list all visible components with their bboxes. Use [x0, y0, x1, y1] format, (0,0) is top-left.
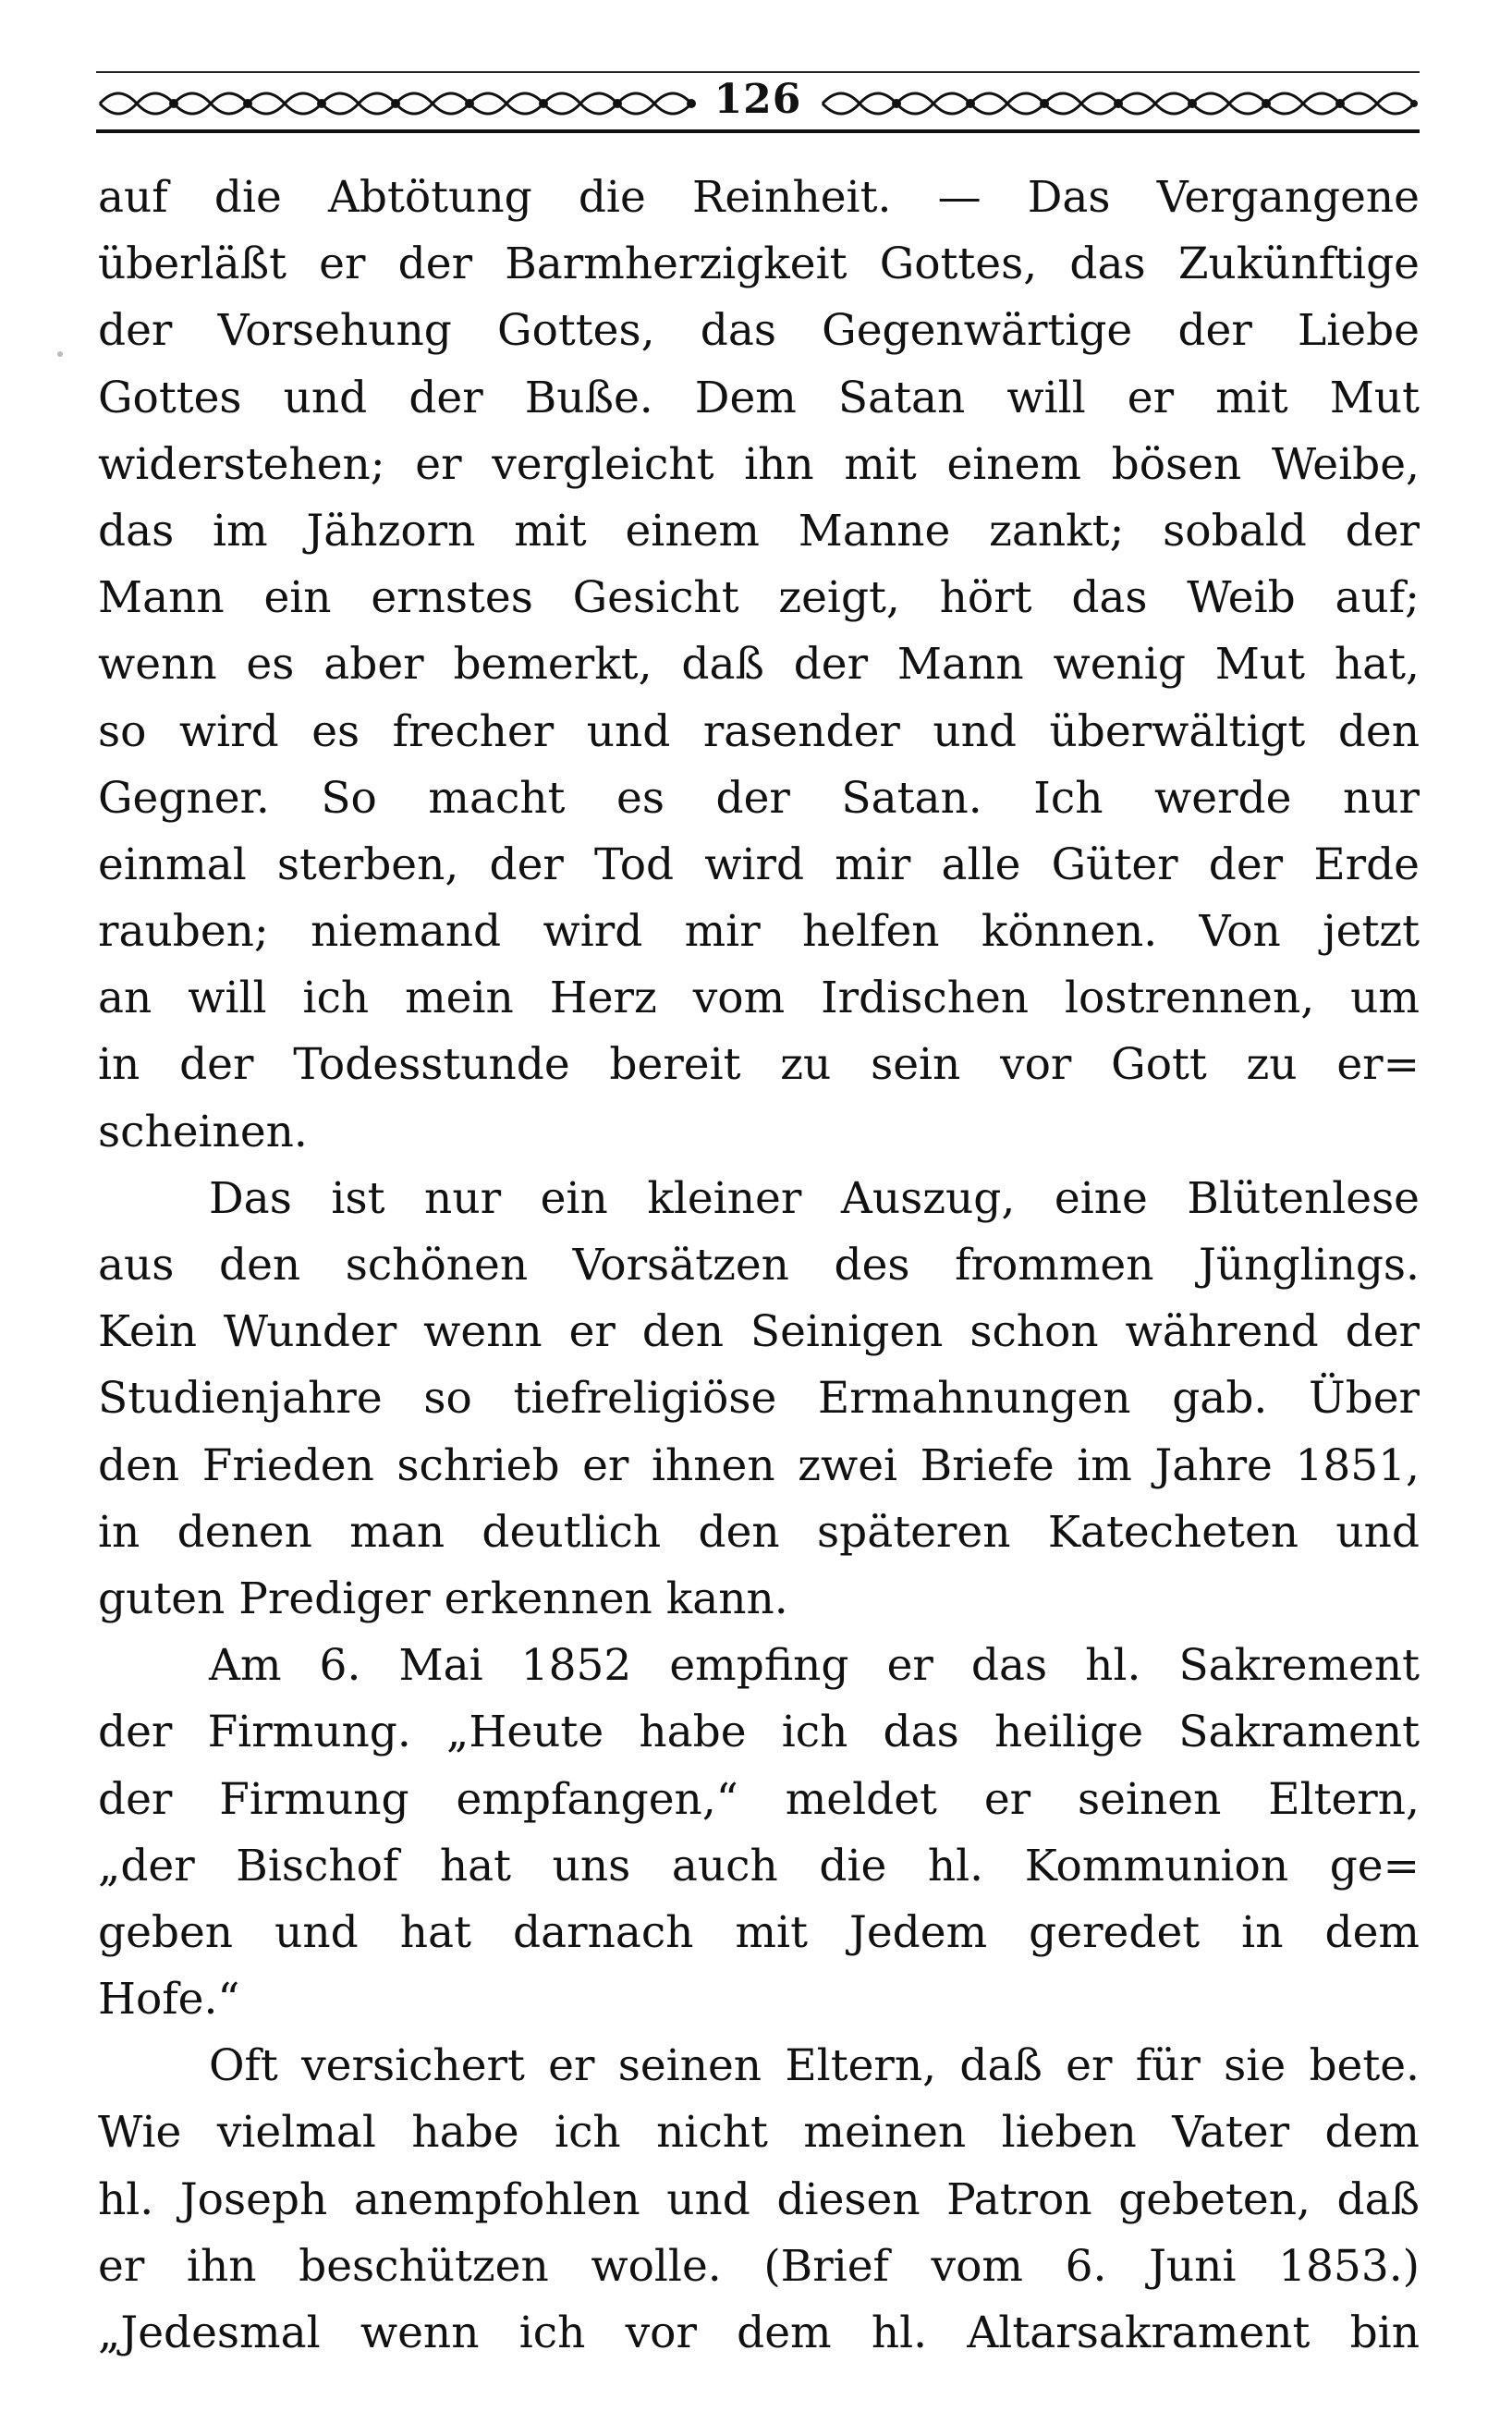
text-line: widerstehen; er vergleicht ihn mit einem bösen Weibe,: [98, 438, 1420, 490]
text-line: der Firmung. „Heute habe ich das heilige Sakrament: [98, 1707, 1420, 1758]
text-line: Am 6. Mai 1852 empfing er das hl. Sakrement: [209, 1640, 1420, 1692]
text-line: Gegner. So macht es der Satan. Ich werde nur: [98, 772, 1420, 824]
text-line: überläßt er der Barmherzigkeit Gottes, das Zukünftige: [98, 239, 1420, 290]
text-line: auf die Abtötung die Reinheit. — Das Vergangene: [98, 172, 1420, 223]
text-line: „Jedesmal wenn ich vor dem hl. Altarsakrament bin: [98, 2307, 1420, 2358]
text-line: Das ist nur ein kleiner Auszug, eine Blütenlese: [209, 1172, 1420, 1224]
text-line: „der Bischof hat uns auch die hl. Kommunion ge=: [98, 1840, 1420, 1891]
text-line: der Vorsehung Gottes, das Gegenwärtige der Liebe: [98, 305, 1420, 357]
text-line: Mann ein ernstes Gesicht zeigt, hört das Weib auf;: [98, 572, 1420, 624]
page-number-text: 126: [696, 76, 821, 123]
text-line: hl. Joseph anempfohlen und diesen Patron gebeten, daß: [98, 2173, 1420, 2225]
text-line: Kein Wunder wenn er den Seinigen schon während der: [98, 1306, 1420, 1358]
text-line: das im Jähzorn mit einem Manne zankt; sobald der: [98, 505, 1420, 557]
text-line: Gottes und der Buße. Dem Satan will er mit Mut: [98, 372, 1420, 423]
text-line: wenn es aber bemerkt, daß der Mann wenig Mut hat,: [98, 639, 1420, 691]
text-line: einmal sterben, der Tod wird mir alle Güter der Erde: [98, 839, 1420, 890]
text-line: aus den schönen Vorsätzen des frommen Jünglings.: [98, 1240, 1420, 1291]
text-line: Wie vielmal habe ich nicht meinen lieben Vater dem: [98, 2107, 1420, 2159]
text-line: Oft versichert er seinen Eltern, daß er für sie bete.: [209, 2040, 1420, 2092]
text-line: so wird es frecher und rasender und überwältigt den: [98, 705, 1420, 757]
text-line: in der Todesstunde bereit zu sein vor Gott zu er=: [98, 1039, 1420, 1091]
text-line: Hofe.“: [98, 1974, 240, 2026]
text-line: er ihn beschützen wolle. (Brief vom 6. Juni 1853.): [98, 2240, 1420, 2292]
margin-speck: [57, 351, 63, 357]
page-header: [96, 67, 1420, 141]
text-line: den Frieden schrieb er ihnen zwei Briefe im Jahre 1851,: [98, 1439, 1420, 1491]
text-line: geben und hat darnach mit Jedem geredet in dem: [98, 1906, 1420, 1958]
text-line: scheinen.: [98, 1106, 308, 1157]
body-text: [98, 165, 1420, 2367]
text-line: Studienjahre so tiefreligiöse Ermahnungen gab. Über: [98, 1373, 1420, 1425]
text-line: guten Prediger erkennen kann.: [98, 1573, 788, 1624]
text-line: der Firmung empfangen,“ meldet er seinen Eltern,: [98, 1773, 1420, 1825]
text-line: in denen man deutlich den späteren Katecheten und: [98, 1506, 1420, 1558]
page-number: [96, 76, 1420, 123]
text-line: rauben; niemand wird mir helfen können. Von jetzt: [98, 906, 1420, 958]
text-line: an will ich mein Herz vom Irdischen lostrennen, um: [98, 973, 1420, 1024]
